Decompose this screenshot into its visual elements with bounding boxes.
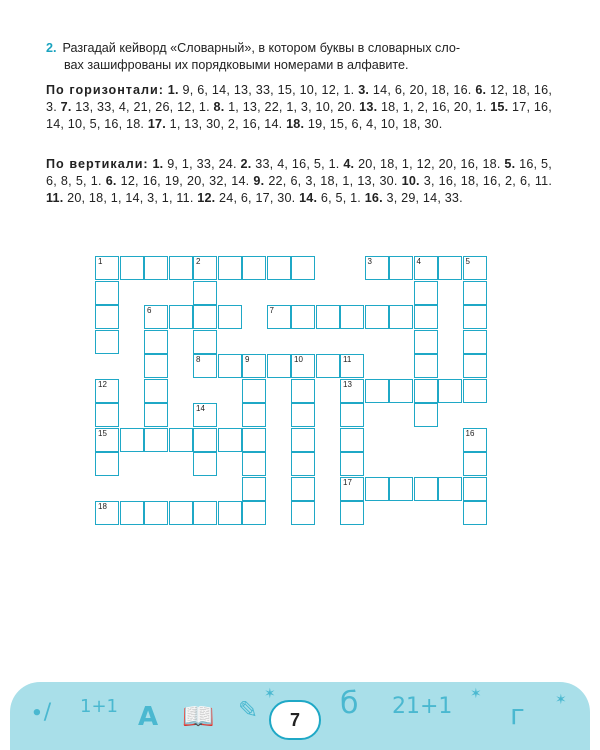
down-clue-value: 3, 16, 18, 16, 2, 6, 11. bbox=[423, 174, 553, 188]
down-clue-value: 6, 5, 1. bbox=[320, 191, 361, 205]
crossword-cell[interactable] bbox=[95, 379, 119, 403]
crossword-cell[interactable] bbox=[291, 305, 315, 329]
doodle-6: г bbox=[510, 698, 525, 731]
down-clue-value: 22, 6, 3, 18, 1, 13, 30. bbox=[268, 174, 398, 188]
crossword-cell[interactable] bbox=[414, 379, 438, 403]
crossword-cell[interactable] bbox=[95, 501, 119, 525]
crossword-cell[interactable] bbox=[169, 428, 193, 452]
crossword-cell[interactable] bbox=[463, 477, 487, 501]
crossword-cell[interactable] bbox=[242, 501, 266, 525]
page-number: 7 bbox=[269, 700, 321, 740]
doodle-5: 21+1 bbox=[392, 694, 453, 719]
crossword-cell[interactable] bbox=[291, 452, 315, 476]
across-clue-number: 17. bbox=[147, 117, 166, 131]
crossword-cell[interactable] bbox=[169, 501, 193, 525]
crossword-cell[interactable] bbox=[340, 501, 364, 525]
across-heading: По горизонтали: bbox=[46, 83, 164, 97]
crossword-cell[interactable] bbox=[169, 256, 193, 280]
task-number: 2. bbox=[46, 41, 57, 55]
across-clue-value: 1, 13, 30, 2, 16, 14. bbox=[169, 117, 283, 131]
crossword-cell[interactable] bbox=[414, 354, 438, 378]
down-clue-number: 1. bbox=[152, 157, 164, 171]
crossword-cell[interactable] bbox=[291, 354, 315, 378]
crossword-cell[interactable] bbox=[291, 256, 315, 280]
crossword-cell[interactable] bbox=[414, 330, 438, 354]
crossword-cell[interactable] bbox=[291, 403, 315, 427]
star-icon-2: ✶ bbox=[470, 686, 482, 702]
down-clue-value: 3, 29, 14, 33. bbox=[386, 191, 463, 205]
crossword-cell[interactable] bbox=[144, 501, 168, 525]
star-icon: ✶ bbox=[264, 686, 276, 702]
crossword-cell[interactable] bbox=[365, 256, 389, 280]
down-clue-number: 12. bbox=[197, 191, 216, 205]
cell-number: 3 bbox=[367, 257, 372, 266]
down-clue-value: 12, 16, 19, 20, 32, 14. bbox=[120, 174, 250, 188]
across-clue-value: 19, 15, 6, 4, 10, 18, 30. bbox=[307, 117, 443, 131]
crossword-cell[interactable] bbox=[365, 477, 389, 501]
crossword-cell[interactable] bbox=[218, 305, 242, 329]
across-clue-value: 17, 16, 14, 10, 5, 16, 18. bbox=[46, 100, 552, 131]
crossword-cell[interactable] bbox=[144, 403, 168, 427]
crossword-cell[interactable] bbox=[95, 305, 119, 329]
down-clue-number: 11. bbox=[46, 191, 64, 205]
crossword-cell[interactable] bbox=[242, 256, 266, 280]
crossword-cell[interactable] bbox=[365, 305, 389, 329]
crossword-cell[interactable] bbox=[169, 305, 193, 329]
crossword-cell[interactable] bbox=[389, 305, 413, 329]
cell-number: 18 bbox=[98, 502, 107, 511]
crossword-cell[interactable] bbox=[193, 452, 217, 476]
crossword-cell[interactable] bbox=[316, 305, 340, 329]
crossword-cell[interactable] bbox=[414, 281, 438, 305]
across-clue-value: 13, 33, 4, 21, 26, 12, 1. bbox=[75, 100, 210, 114]
across-clue-value: 9, 6, 14, 13, 33, 15, 10, 12, 1. bbox=[182, 83, 355, 97]
crossword-cell[interactable] bbox=[242, 428, 266, 452]
doodle-4: б bbox=[340, 686, 359, 721]
crossword-cell[interactable] bbox=[414, 305, 438, 329]
across-clue-number: 7. bbox=[60, 100, 72, 114]
crossword-cell[interactable] bbox=[267, 354, 291, 378]
crossword-cell[interactable] bbox=[95, 452, 119, 476]
crossword-cell[interactable] bbox=[144, 305, 168, 329]
crossword-cell[interactable] bbox=[340, 452, 364, 476]
crossword-cell[interactable] bbox=[463, 452, 487, 476]
cell-number: 14 bbox=[196, 404, 205, 413]
crossword-cell[interactable] bbox=[95, 330, 119, 354]
crossword-cell[interactable] bbox=[389, 379, 413, 403]
crossword-cell[interactable] bbox=[414, 477, 438, 501]
across-clue-value: 1, 13, 22, 1, 3, 10, 20. bbox=[228, 100, 356, 114]
down-clue-number: 14. bbox=[299, 191, 318, 205]
book-icon: 📖 bbox=[182, 702, 215, 732]
crossword-cell[interactable] bbox=[193, 305, 217, 329]
crossword-cell[interactable] bbox=[463, 305, 487, 329]
cell-number: 16 bbox=[465, 428, 475, 438]
down-heading: По вертикали: bbox=[46, 157, 149, 171]
down-clue-number: 9. bbox=[253, 174, 265, 188]
down-clue-number: 5. bbox=[504, 157, 516, 171]
task-text-line1: Разгадай кейворд «Словарный», в котором буквы в словарных сло- bbox=[62, 41, 461, 55]
crossword-cell[interactable] bbox=[120, 428, 144, 452]
crossword-cell[interactable] bbox=[389, 256, 413, 280]
cell-number: 5 bbox=[465, 257, 470, 266]
crossword-cell[interactable] bbox=[438, 256, 462, 280]
crossword-cell[interactable] bbox=[144, 354, 168, 378]
crossword-cell[interactable] bbox=[438, 477, 462, 501]
doodle-1: ∙/ bbox=[30, 700, 52, 725]
crossword-cell[interactable] bbox=[414, 256, 438, 280]
doodle-2: 1+1 bbox=[80, 696, 118, 717]
down-clue-value: 33, 4, 16, 5, 1. bbox=[255, 157, 340, 171]
crossword-cell[interactable] bbox=[463, 501, 487, 525]
down-clue-value: 24, 6, 17, 30. bbox=[219, 191, 296, 205]
crossword-cell[interactable] bbox=[218, 256, 242, 280]
crossword-cell[interactable] bbox=[340, 403, 364, 427]
crossword-cell[interactable] bbox=[193, 256, 217, 280]
crossword-cell[interactable] bbox=[316, 354, 340, 378]
crossword-cell[interactable] bbox=[340, 477, 364, 501]
crossword-cell[interactable] bbox=[242, 403, 266, 427]
crossword-cell[interactable] bbox=[340, 305, 364, 329]
across-clue-number: 15. bbox=[490, 100, 509, 114]
cell-number: 4 bbox=[416, 257, 421, 266]
crossword-cell[interactable] bbox=[193, 501, 217, 525]
across-clue-value: 12, 18, 16, 3. bbox=[46, 83, 553, 114]
cell-number: 15 bbox=[98, 428, 107, 438]
crossword-cell[interactable] bbox=[193, 403, 217, 427]
crossword-cell[interactable] bbox=[414, 403, 438, 427]
crossword-cell[interactable] bbox=[120, 256, 144, 280]
cell-number: 7 bbox=[269, 306, 274, 315]
crossword-cell[interactable] bbox=[218, 428, 242, 452]
crossword-cell[interactable] bbox=[193, 281, 217, 305]
cell-number: 10 bbox=[294, 355, 303, 364]
crossword-cell[interactable] bbox=[242, 452, 266, 476]
crossword-cell[interactable] bbox=[242, 354, 266, 378]
cell-number: 6 bbox=[147, 306, 152, 315]
crossword-cell[interactable] bbox=[438, 379, 462, 403]
cell-number: 9 bbox=[245, 355, 250, 364]
across-clue-number: 8. bbox=[213, 100, 225, 114]
down-clue-value: 20, 18, 1, 12, 20, 16, 18. bbox=[358, 157, 501, 171]
crossword-cell[interactable] bbox=[389, 477, 413, 501]
crossword-cell[interactable] bbox=[218, 501, 242, 525]
crossword-cell[interactable] bbox=[340, 428, 364, 452]
crossword-cell[interactable] bbox=[267, 256, 291, 280]
cell-number: 1 bbox=[98, 257, 103, 266]
doodle-3: А bbox=[138, 702, 159, 732]
crossword-cell[interactable] bbox=[218, 354, 242, 378]
down-clue-number: 4. bbox=[343, 157, 355, 171]
crossword-cell[interactable] bbox=[193, 330, 217, 354]
crossword-cell[interactable] bbox=[242, 477, 266, 501]
crossword-cell[interactable] bbox=[95, 428, 119, 452]
crossword-cell[interactable] bbox=[193, 354, 217, 378]
crossword-cell[interactable] bbox=[144, 428, 168, 452]
down-clue-value: 9, 1, 33, 24. bbox=[167, 157, 237, 171]
down-clue-number: 2. bbox=[240, 157, 252, 171]
crossword-cell[interactable] bbox=[95, 256, 119, 280]
cell-number: 2 bbox=[196, 257, 201, 266]
cell-number: 13 bbox=[343, 379, 352, 389]
down-clue-number: 6. bbox=[105, 174, 117, 188]
crossword-cell[interactable] bbox=[291, 428, 315, 452]
crossword-cell[interactable] bbox=[267, 305, 291, 329]
across-clue-value: 14, 6, 20, 18, 16. bbox=[372, 83, 472, 97]
cell-number: 8 bbox=[196, 355, 201, 364]
across-clue-number: 1. bbox=[167, 83, 179, 97]
task-text-line2: вах зашифрованы их порядковыми номерами в алфавите. bbox=[64, 58, 409, 72]
star-icon-3: ✶ bbox=[555, 692, 567, 708]
crossword-cell[interactable] bbox=[463, 281, 487, 305]
crossword-cell[interactable] bbox=[340, 354, 364, 378]
across-clue-value: 18, 1, 2, 16, 20, 1. bbox=[380, 100, 487, 114]
cell-number: 11 bbox=[343, 355, 352, 364]
crossword-cell[interactable] bbox=[463, 354, 487, 378]
crossword-cell[interactable] bbox=[144, 379, 168, 403]
cell-number: 12 bbox=[98, 379, 107, 389]
crossword-cell[interactable] bbox=[291, 477, 315, 501]
across-clue-number: 3. bbox=[358, 83, 370, 97]
crossword-cell[interactable] bbox=[291, 501, 315, 525]
crossword-cell[interactable] bbox=[365, 379, 389, 403]
crossword-cell[interactable] bbox=[463, 428, 487, 452]
across-clue-number: 6. bbox=[475, 83, 487, 97]
pencil-icon: ✎ bbox=[238, 696, 259, 724]
crossword-cell[interactable] bbox=[144, 330, 168, 354]
crossword-cell[interactable] bbox=[291, 379, 315, 403]
down-clue-number: 10. bbox=[401, 174, 420, 188]
crossword-cell[interactable] bbox=[463, 379, 487, 403]
down-clue-value: 16, 5, 6, 8, 5, 1. bbox=[46, 157, 552, 188]
crossword-cell[interactable] bbox=[144, 256, 168, 280]
crossword-cell[interactable] bbox=[242, 379, 266, 403]
across-clue-number: 18. bbox=[286, 117, 305, 131]
crossword-cell[interactable] bbox=[193, 428, 217, 452]
crossword-cell[interactable] bbox=[120, 501, 144, 525]
across-clue-number: 13. bbox=[359, 100, 378, 114]
down-clue-value: 20, 18, 1, 14, 3, 1, 11. bbox=[67, 191, 194, 205]
cell-number: 17 bbox=[343, 477, 352, 487]
crossword-cell[interactable] bbox=[340, 379, 364, 403]
crossword-cell[interactable] bbox=[95, 403, 119, 427]
crossword-cell[interactable] bbox=[95, 281, 119, 305]
crossword-cell[interactable] bbox=[463, 330, 487, 354]
crossword-cell[interactable] bbox=[463, 256, 487, 280]
down-clue-number: 16. bbox=[364, 191, 383, 205]
